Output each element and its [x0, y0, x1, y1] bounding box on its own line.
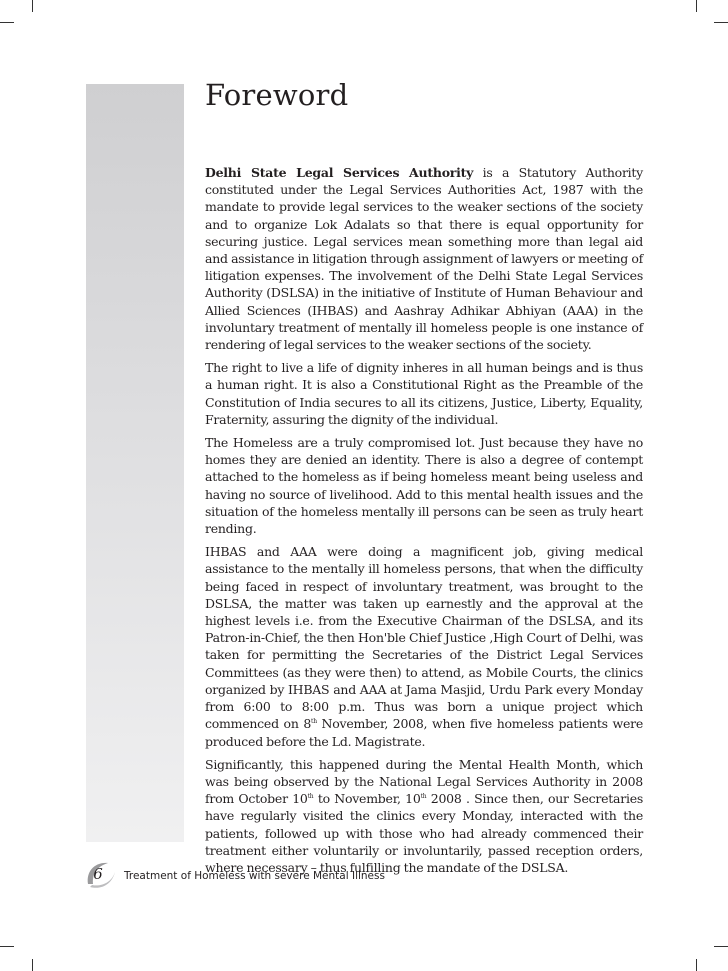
crop-mark	[32, 959, 33, 971]
crop-mark	[696, 0, 697, 12]
crop-mark	[714, 946, 728, 947]
page-title: Foreword	[205, 78, 349, 112]
paragraph-text: 2008 . Since then, our Secretaries have regularly visited the clinics every Monday, interacted with the patients, followed up with those who had already commenced their treatment either voluntarily or involuntarily, passed reception orders, where necessary – thus fulfilling the mandate of the DSLSA.	[205, 791, 644, 875]
paragraph	[205, 164, 643, 353]
page-footer	[84, 858, 524, 892]
footer-title: Treatment of Homeless with severe Mental Illness	[124, 870, 385, 882]
paragraph: The Homeless are a truly compromised lot. Just because they have no homes they are denied an identity. There is also a degree of contempt attached to the homeless as if being homeless meant being useless and having no source of livelihood. Add to this mental health issues and the situation of the homeless mentally ill persons can be seen as truly heart rending.	[205, 435, 643, 537]
paragraph-text: is a Statutory Authority constituted under the Legal Services Authorities Act, 1987 with the mandate to provide legal services to the weaker sections of the society and to organize Lok Adalats so that there is equal opportunity for securing justice. Legal services mean something more than legal aid and assistance in litigation through assignment of lawyers or meeting of litigation expenses. The involvement of the Delhi State Legal Services Authority (DSLSA) in the initiative of Institute of Human Behaviour and Allied Sciences (IHBAS) and Aashray Adhikar Abhiyan (AAA) in the involuntary treatment of mentally ill homeless people is one instance of rendering of legal services to the weaker sections of the society.	[205, 165, 643, 353]
ordinal-suffix: th	[420, 792, 427, 800]
page-number: 6	[93, 865, 103, 883]
ordinal-suffix: th	[311, 718, 317, 726]
ordinal-suffix: th	[307, 792, 314, 800]
paragraph	[205, 543, 643, 749]
paragraph-text: Significantly, this happened during the Mental Health Month, which was being observed by the National Legal Services Authority in 2008 from October 10	[205, 756, 643, 807]
page-number-badge	[84, 858, 118, 892]
paragraph-text: IHBAS and AAA were doing a magnificent job, giving medical assistance to the mentally ill homeless persons, that when the difficulty being faced in respect of involuntary treatment, was brought to the DSLSA, the matter was taken up earnestly and the approval at the highest levels i.e. from the Executive Chairman of the DSLSA, and its Patron-in-Chief, the then Hon'ble Chief Justice ,High Court of Delhi, was taken for permitting the Secretaries of the District Legal Services Committees (as they were then) to attend, as Mobile Courts, the clinics organized by IHBAS and AAA at Jama Masjid, Urdu Park every Monday from 6:00 to 8:00 p.m. Thus was born a unique project which commenced on 8	[205, 544, 643, 732]
paragraph: The right to live a life of dignity inheres in all human beings and is thus a human right. It is also a Constitutional Right as the Preamble of the Constitution of India secures to all its citizens, Justice, Liberty, Equality, Fraternity, assuring the dignity of the individual.	[205, 360, 643, 427]
crop-mark	[0, 22, 14, 23]
org-name-bold: Delhi State Legal Services Authority	[205, 165, 474, 180]
paragraph-text: to November, 10	[313, 791, 421, 807]
crop-mark	[32, 0, 33, 12]
paragraph-text: November, 2008, when five homeless patients were produced before the Ld. Magistrate.	[205, 716, 644, 749]
crop-mark	[0, 946, 14, 947]
side-gradient-bar	[86, 84, 184, 842]
crop-mark	[714, 22, 728, 23]
body-text	[205, 164, 643, 882]
crop-mark	[696, 959, 697, 971]
